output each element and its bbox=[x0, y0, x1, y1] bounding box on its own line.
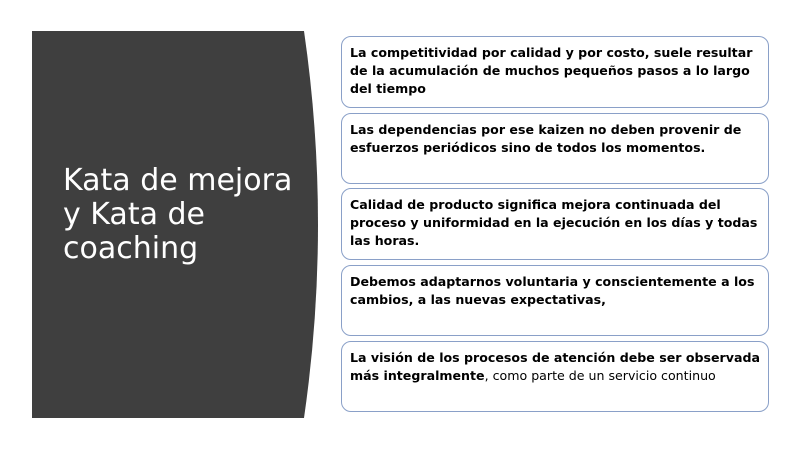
card-4 bbox=[341, 265, 769, 336]
card-2 bbox=[341, 113, 769, 184]
title-panel bbox=[32, 31, 332, 418]
slide-title: Kata de mejora y Kata de coaching bbox=[63, 163, 293, 266]
card-4-bold-text: Debemos adaptarnos voluntaria y conscientemente a los cambios, a las nuevas expectativas, bbox=[350, 274, 755, 307]
card-5-normal-text: , como parte de un servicio continuo bbox=[484, 368, 716, 383]
card-1 bbox=[341, 36, 769, 108]
card-3-bold-text: Calidad de producto significa mejora continuada del proceso y uniformidad en la ejecución en los días y todas las horas. bbox=[350, 197, 758, 248]
card-3 bbox=[341, 188, 769, 260]
card-1-bold-text: La competitividad por calidad y por costo, suele resultar de la acumulación de muchos pequeños pasos a lo largo del tiempo bbox=[350, 45, 753, 96]
card-2-bold-text: Las dependencias por ese kaizen no deben provenir de esfuerzos periódicos sino de todos los momentos. bbox=[350, 122, 742, 155]
card-5-bold-text: La visión de los procesos de atención debe ser observada más integralmente bbox=[350, 350, 760, 383]
card-5 bbox=[341, 341, 769, 412]
